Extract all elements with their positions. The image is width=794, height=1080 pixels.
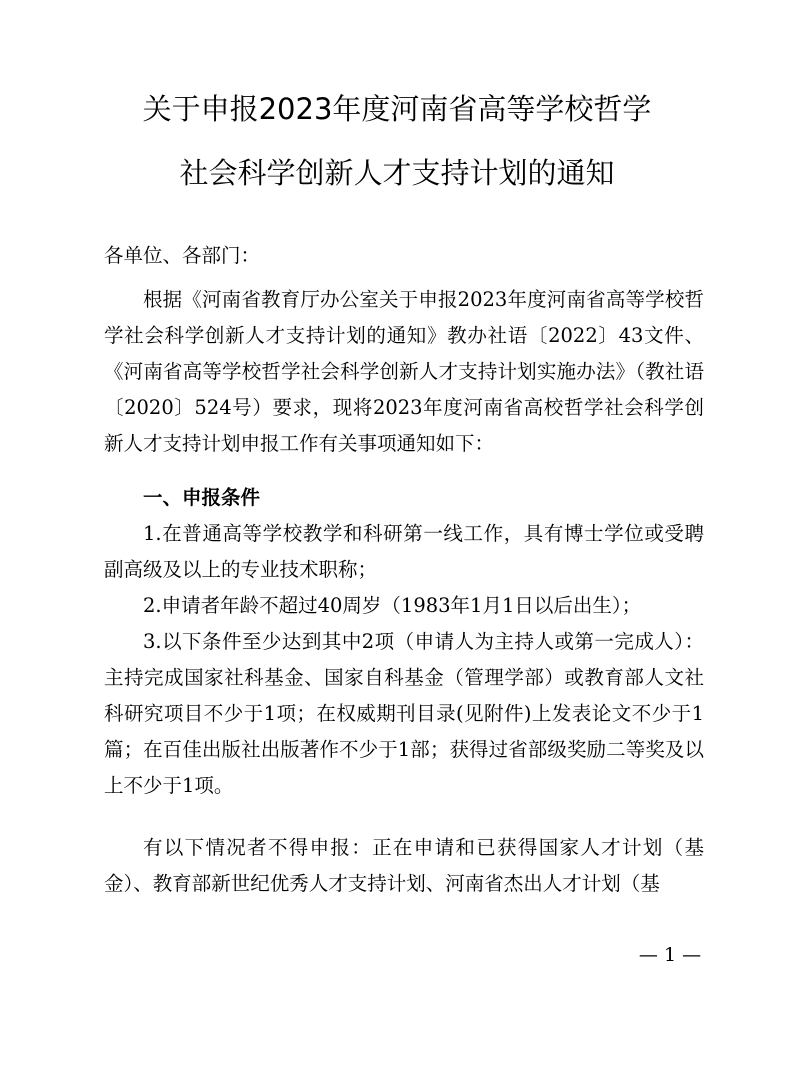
- document-title-line-1: 关于申报2023年度河南省高等学校哲学: [142, 92, 652, 126]
- intro-paragraph: 根据《河南省教育厅办公室关于申报2023年度河南省高等学校哲学社会科学创新人才支持计划的通知》教办社语〔2022〕43文件、《河南省高等学校哲学社会科学创新人才支持计划实施办法》（教社语〔2020〕524号）要求，现将2023年度河南省高校哲学社会科学创新人才支持计划申报工作有关事项通知如下：: [104, 288, 704, 455]
- salutation: 各单位、各部门：: [104, 244, 261, 267]
- condition-3: 3.以下条件至少达到其中2项（申请人为主持人或第一完成人）：主持完成国家社科基金、国家自科基金（管理学部）或教育部人文社科研究项目不少于1项；在权威期刊目录(见附件)上发表论文不少于1篇；在百佳出版社出版著作不少于1部；获得过省部级奖励二等奖及以上不少于1项。: [104, 630, 704, 797]
- exclusion-paragraph: 有以下情况者不得申报：正在申请和已获得国家人才计划（基金）、教育部新世纪优秀人才支持计划、河南省杰出人才计划（基: [104, 836, 704, 895]
- condition-1: 1.在普通高等学校教学和科研第一线工作，具有博士学位或受聘副高级及以上的专业技术职称；: [104, 522, 704, 581]
- section-heading: 一、申报条件: [143, 486, 261, 509]
- condition-2: 2.申请者年龄不超过40周岁（1983年1月1日以后出生）；: [143, 594, 642, 617]
- page-number: — 1 —: [638, 944, 702, 966]
- document-title-line-2: 社会科学创新人才支持计划的通知: [179, 156, 615, 190]
